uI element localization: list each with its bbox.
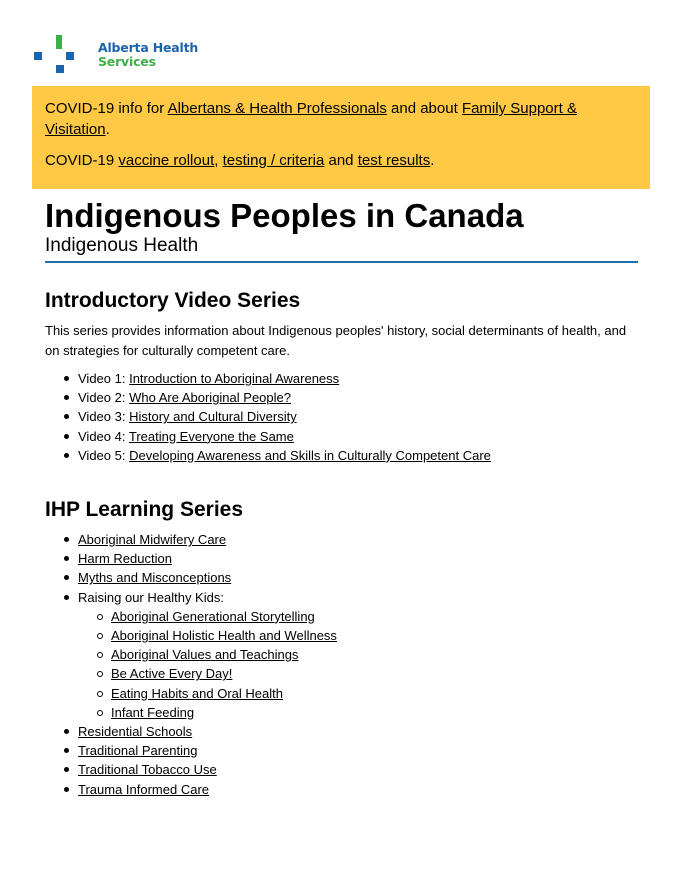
video-4-link[interactable]: Treating Everyone the Same — [128, 428, 294, 444]
video-series-heading: Introductory Video Series — [45, 289, 301, 312]
list-item — [78, 568, 337, 587]
list-item-raising-kids — [78, 588, 337, 722]
sub-list-item — [111, 684, 337, 703]
video-label: Video 3: — [78, 409, 130, 425]
harm-reduction-link[interactable]: Harm Reduction — [78, 551, 172, 567]
list-item — [78, 388, 491, 407]
video-label: Video 4: — [78, 428, 129, 444]
page-title: Indigenous Peoples in Canada — [45, 197, 524, 234]
values-teachings-link[interactable]: Aboriginal Values and Teachings — [111, 647, 299, 663]
title-divider — [45, 261, 638, 263]
sub-list-item — [111, 645, 337, 664]
video-label: Video 2: — [78, 390, 130, 406]
raising-kids-sublist — [111, 607, 337, 722]
logo-line1: Alberta Health — [98, 40, 199, 55]
holistic-health-link[interactable]: Aboriginal Holistic Health and Wellness — [111, 628, 337, 644]
list-item — [78, 741, 337, 760]
covid-prefix-text-2: COVID-19 — [45, 152, 119, 169]
infant-feeding-link[interactable]: Infant Feeding — [111, 704, 195, 720]
covid-prefix-text: COVID-19 info for — [45, 100, 168, 117]
myths-misconceptions-link[interactable]: Myths and Misconceptions — [78, 570, 232, 586]
video-2-link[interactable]: Who Are Aboriginal People? — [129, 390, 291, 406]
midwifery-care-link[interactable]: Aboriginal Midwifery Care — [78, 532, 227, 547]
video-1-link[interactable]: Introduction to Aboriginal Awareness — [129, 371, 340, 386]
ihp-list — [78, 530, 337, 799]
ahs-cross-icon — [30, 34, 70, 76]
covid-banner — [32, 86, 650, 189]
vaccine-rollout-link[interactable]: vaccine rollout — [118, 152, 215, 169]
sub-list-item — [111, 607, 337, 626]
video-5-link[interactable]: Developing Awareness and Skills in Culturally Competent Care — [129, 447, 491, 463]
page-subtitle: Indigenous Health — [45, 235, 199, 256]
list-item — [78, 722, 337, 741]
covid-banner-line2 — [45, 150, 637, 171]
logo-blue-square-left — [34, 52, 42, 60]
covid-suffix-text-2: . — [430, 152, 435, 169]
list-item — [78, 427, 491, 446]
trauma-informed-care-link[interactable]: Trauma Informed Care — [78, 781, 210, 797]
covid-separator-2: and — [324, 152, 358, 169]
traditional-tobacco-link[interactable]: Traditional Tobacco Use — [78, 762, 217, 778]
list-item — [78, 549, 337, 568]
residential-schools-link[interactable]: Residential Schools — [78, 724, 193, 740]
logo-green-bar — [56, 35, 62, 49]
video-list — [78, 369, 491, 465]
generational-storytelling-link[interactable]: Aboriginal Generational Storytelling — [111, 608, 315, 624]
ihp-series-heading: IHP Learning Series — [45, 498, 244, 521]
logo-wordmark — [98, 41, 198, 69]
list-item — [78, 369, 491, 388]
list-item — [78, 760, 337, 779]
covid-suffix-text: . — [105, 121, 110, 138]
sub-list-item — [111, 626, 337, 645]
logo-blue-square-bottom — [56, 65, 64, 73]
list-item — [78, 446, 491, 465]
albertans-health-professionals-link[interactable]: Albertans & Health Professionals — [167, 100, 387, 117]
test-results-link[interactable]: test results — [357, 152, 431, 169]
raising-kids-label: Raising our Healthy Kids: — [78, 589, 224, 605]
be-active-link[interactable]: Be Active Every Day! — [111, 666, 233, 682]
ahs-logo[interactable] — [30, 33, 200, 77]
covid-separator-1: , — [214, 152, 223, 169]
eating-habits-link[interactable]: Eating Habits and Oral Health — [111, 685, 283, 701]
list-item — [78, 530, 337, 549]
sub-list-item — [111, 703, 337, 722]
list-item — [78, 780, 337, 799]
video-label: Video 1: — [78, 371, 130, 386]
video-series-intro: This series provides information about Indigenous peoples' history, social determinants of health, and on strategies for culturally competent care. — [45, 323, 627, 358]
family-support-visitation-link[interactable]: Family Support & Visitation — [45, 100, 577, 138]
covid-banner-line1 — [45, 98, 637, 140]
covid-middle-text: and about — [386, 100, 462, 117]
list-item — [78, 407, 491, 426]
video-label: Video 5: — [78, 447, 130, 463]
logo-line2: Services — [98, 54, 156, 69]
testing-criteria-link[interactable]: testing / criteria — [222, 152, 325, 169]
logo-blue-square-right — [66, 52, 74, 60]
traditional-parenting-link[interactable]: Traditional Parenting — [78, 743, 198, 759]
sub-list-item — [111, 664, 337, 683]
video-3-link[interactable]: History and Cultural Diversity — [129, 409, 297, 425]
